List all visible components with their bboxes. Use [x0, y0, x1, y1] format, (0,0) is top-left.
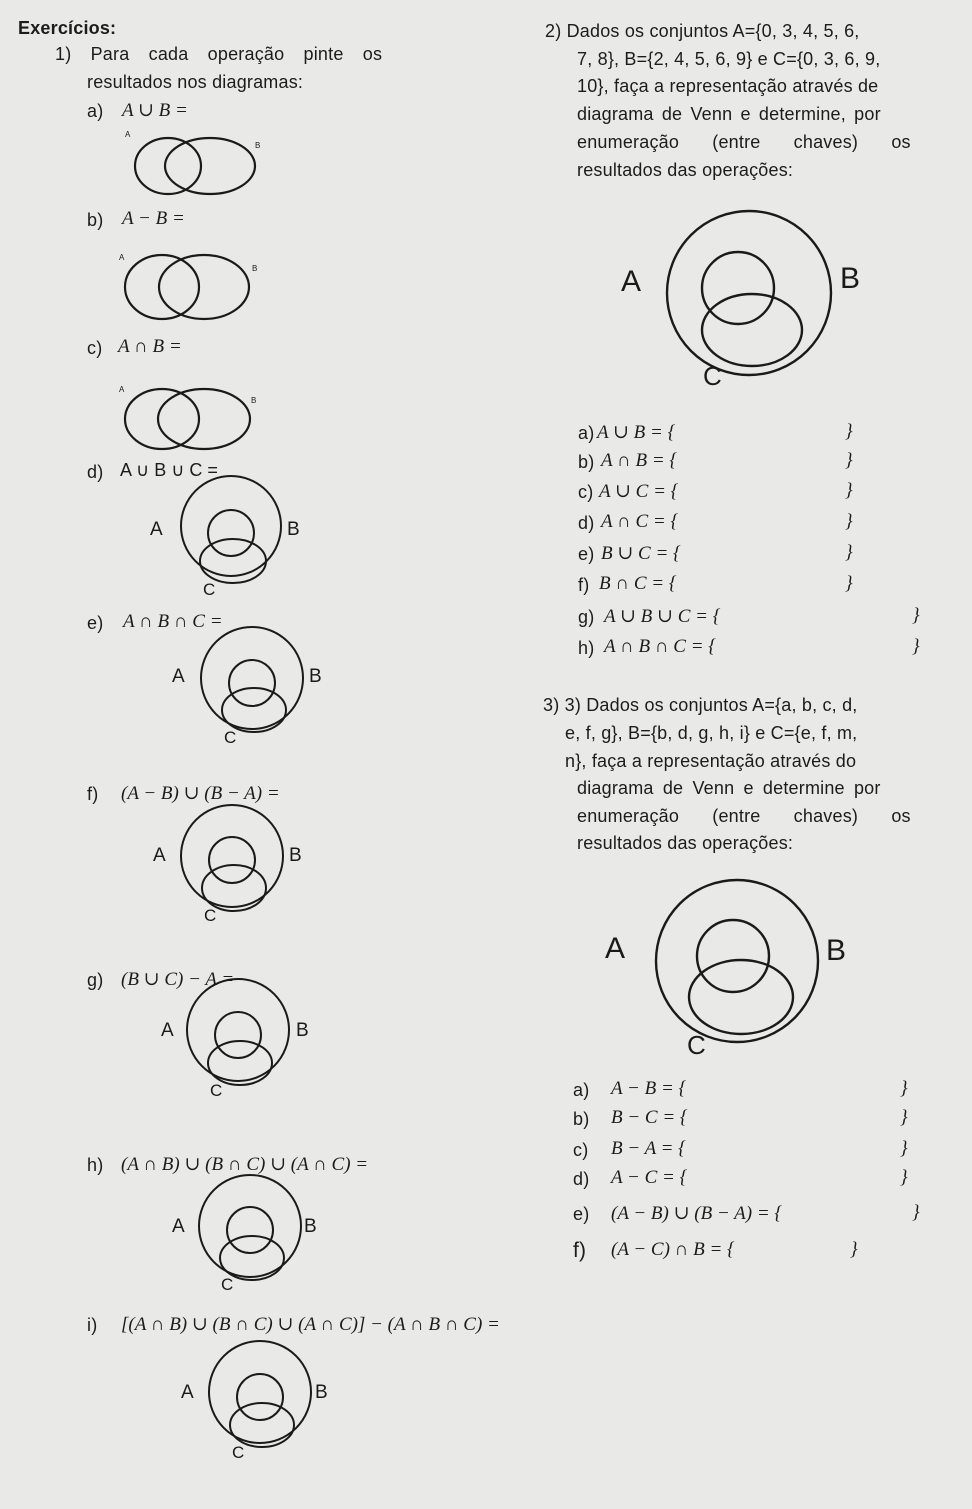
- ex1-f-expr: (A − B) ∪ (B − A) =: [121, 783, 280, 804]
- ex1-a-letter: a): [87, 101, 104, 121]
- venn-diagram-ex1-a[interactable]: [120, 128, 270, 198]
- ex1-e-letter: e): [87, 613, 104, 633]
- set-b-label: B: [309, 666, 322, 687]
- set-b-label: B: [826, 934, 847, 967]
- set-b-label: B: [840, 262, 861, 295]
- set-c-label: C: [221, 1275, 234, 1294]
- set-b-circle[interactable]: [215, 1012, 261, 1058]
- set-b-circle[interactable]: [702, 252, 774, 324]
- ex3-line6: resultados das operações:: [577, 833, 794, 853]
- ex3-d-expr: A − C = {: [611, 1167, 688, 1188]
- set-c-label: C: [687, 1030, 706, 1060]
- ex2-g-expr: A ∪ B ∪ C = {: [604, 606, 721, 627]
- ex3-e-close-brace: }: [912, 1202, 920, 1223]
- set-a-circle[interactable]: [199, 1175, 301, 1277]
- ex2-line6: resultados das operações:: [577, 160, 794, 180]
- set-c-circle[interactable]: [222, 688, 286, 732]
- set-b-label: B: [255, 141, 261, 150]
- page-header: Exercícios:: [18, 18, 117, 38]
- ex2-b-letter: b): [578, 452, 595, 472]
- ex1-d-expr: A ∪ B ∪ C =: [120, 460, 218, 480]
- set-c-circle[interactable]: [208, 1041, 272, 1085]
- ex2-f-close-brace: }: [845, 573, 853, 594]
- set-a-circle[interactable]: [209, 1341, 311, 1443]
- ex3-e-letter: e): [573, 1204, 590, 1224]
- set-b-circle[interactable]: [159, 255, 249, 319]
- ex1-g-expr: (B ∪ C) − A =: [121, 969, 235, 990]
- ex1-e-expr: A ∩ B ∩ C =: [123, 611, 223, 632]
- ex2-f-expr: B ∩ C = {: [599, 573, 677, 594]
- set-a-circle[interactable]: [125, 255, 199, 319]
- ex3-a-close-brace: }: [900, 1078, 908, 1099]
- set-b-circle[interactable]: [229, 660, 275, 706]
- set-b-label: B: [304, 1216, 317, 1237]
- ex2-c-close-brace: }: [845, 480, 853, 501]
- ex3-b-expr: B − C = {: [611, 1107, 688, 1128]
- ex3-line1: 3) 3) Dados os conjuntos A={a, b, c, d,: [543, 695, 858, 715]
- ex1-d-letter: d): [87, 462, 104, 482]
- set-c-circle[interactable]: [202, 865, 266, 911]
- ex1-i-expr: [(A ∩ B) ∪ (B ∩ C) ∪ (A ∩ C)] − (A ∩ B ∩ C) =: [121, 1314, 500, 1335]
- ex2-g-close-brace: }: [912, 605, 920, 626]
- set-b-label: B: [289, 845, 302, 866]
- ex3-f-letter: f): [573, 1239, 587, 1262]
- ex3-line3: n}, faça a representação através do: [565, 751, 857, 771]
- venn-diagram-ex1-e[interactable]: [167, 640, 337, 748]
- set-b-label: B: [252, 264, 258, 273]
- venn-diagram-ex1-g[interactable]: [158, 990, 328, 1100]
- ex3-line5: enumeração (entre chaves) os: [577, 806, 911, 826]
- set-a-circle[interactable]: [201, 627, 303, 729]
- set-a-label: A: [150, 519, 163, 540]
- venn-diagram-ex1-b[interactable]: [114, 250, 264, 325]
- ex1-c-expr: A ∩ B =: [118, 336, 182, 357]
- ex2-line5: enumeração (entre chaves) os: [577, 132, 911, 152]
- ex1-f-letter: f): [87, 784, 99, 804]
- ex1-intro-line1: 1) Para cada operação pinte os: [55, 44, 383, 64]
- ex2-line1: 2) Dados os conjuntos A={0, 3, 4, 5, 6,: [545, 21, 860, 41]
- ex3-c-expr: B − A = {: [611, 1138, 686, 1159]
- venn-diagram-ex1-i[interactable]: [178, 1352, 348, 1464]
- ex2-h-letter: h): [578, 638, 595, 658]
- ex1-h-letter: h): [87, 1155, 104, 1175]
- ex2-line2: 7, 8}, B={2, 4, 5, 6, 9} e C={0, 3, 6, 9,: [577, 49, 881, 69]
- set-a-label: A: [172, 666, 185, 687]
- set-a-label: A: [172, 1216, 185, 1237]
- ex2-b-expr: A ∩ B = {: [601, 450, 678, 471]
- ex3-b-close-brace: }: [900, 1107, 908, 1128]
- set-b-circle[interactable]: [165, 138, 255, 194]
- ex2-g-letter: g): [578, 607, 595, 627]
- set-c-circle[interactable]: [689, 960, 793, 1034]
- set-a-label: A: [181, 1382, 194, 1403]
- ex2-a-expr: A ∪ B = {: [597, 422, 676, 443]
- set-b-label: B: [251, 396, 257, 405]
- ex2-f-letter: f): [578, 575, 590, 595]
- ex3-c-letter: c): [573, 1140, 589, 1160]
- ex3-line4: diagrama de Venn e determine por: [577, 778, 881, 798]
- set-a-label: A: [161, 1020, 174, 1041]
- set-c-label: C: [204, 906, 217, 925]
- set-b-circle[interactable]: [237, 1374, 283, 1420]
- ex3-d-close-brace: }: [900, 1167, 908, 1188]
- set-b-label: B: [287, 519, 300, 540]
- venn-diagram-ex1-h[interactable]: [167, 1180, 337, 1292]
- ex2-e-close-brace: }: [845, 542, 853, 563]
- set-a-circle[interactable]: [181, 805, 283, 907]
- ex2-line4: diagrama de Venn e determine, por: [577, 104, 881, 124]
- ex2-b-close-brace: }: [845, 450, 853, 471]
- set-c-circle[interactable]: [230, 1403, 294, 1447]
- ex2-d-close-brace: }: [845, 511, 853, 532]
- ex1-intro-line2: resultados nos diagramas:: [87, 72, 304, 92]
- ex3-line2: e, f, g}, B={b, d, g, h, i} e C={e, f, m,: [565, 723, 858, 743]
- set-a-label: A: [605, 932, 626, 965]
- ex2-c-letter: c): [578, 482, 594, 502]
- venn-diagram-ex3[interactable]: [598, 886, 868, 1061]
- set-c-label: C: [703, 361, 722, 391]
- ex2-h-close-brace: }: [912, 636, 920, 657]
- venn-diagram-ex1-c[interactable]: [114, 382, 264, 457]
- ex3-a-letter: a): [573, 1080, 590, 1100]
- venn-diagram-ex1-f[interactable]: [148, 814, 318, 926]
- set-c-circle[interactable]: [702, 294, 802, 366]
- set-c-label: C: [232, 1443, 245, 1462]
- ex2-e-letter: e): [578, 544, 595, 564]
- ex1-h-expr: (A ∩ B) ∪ (B ∩ C) ∪ (A ∩ C) =: [121, 1154, 369, 1175]
- set-c-label: C: [203, 580, 216, 599]
- ex3-d-letter: d): [573, 1169, 590, 1189]
- set-a-circle[interactable]: [187, 979, 289, 1081]
- set-a-label: A: [119, 253, 125, 262]
- venn-diagram-ex1-d[interactable]: [145, 488, 315, 599]
- ex2-d-expr: A ∩ C = {: [601, 511, 679, 532]
- set-b-circle[interactable]: [158, 389, 250, 449]
- set-b-circle[interactable]: [227, 1207, 273, 1253]
- ex3-a-expr: A − B = {: [611, 1078, 687, 1099]
- ex1-a-expr: A ∪ B =: [122, 100, 188, 121]
- set-a-label: A: [125, 130, 131, 139]
- set-c-label: C: [210, 1081, 223, 1100]
- venn-diagram-ex2[interactable]: [612, 222, 882, 397]
- ex2-c-expr: A ∪ C = {: [599, 481, 679, 502]
- set-a-circle[interactable]: [125, 389, 199, 449]
- ex2-e-expr: B ∪ C = {: [601, 543, 681, 564]
- ex1-b-letter: b): [87, 210, 104, 230]
- ex1-g-letter: g): [87, 970, 104, 990]
- set-c-label: C: [224, 728, 237, 747]
- set-a-circle[interactable]: [135, 138, 201, 194]
- ex3-f-expr: (A − C) ∩ B = {: [611, 1239, 735, 1260]
- ex2-line3: 10}, faça a representação através de: [577, 76, 879, 96]
- ex3-e-expr: (A − B) ∪ (B − A) = {: [611, 1203, 783, 1224]
- set-b-circle[interactable]: [697, 920, 769, 992]
- ex1-i-letter: i): [87, 1315, 98, 1335]
- ex3-b-letter: b): [573, 1109, 590, 1129]
- set-a-label: A: [153, 845, 166, 866]
- ex3-f-close-brace: }: [850, 1239, 858, 1260]
- set-a-label: A: [621, 265, 642, 298]
- set-b-circle[interactable]: [208, 510, 254, 556]
- ex2-h-expr: A ∩ B ∩ C = {: [604, 636, 716, 657]
- set-b-label: B: [296, 1020, 309, 1041]
- ex2-a-letter: a): [578, 423, 595, 443]
- ex3-c-close-brace: }: [900, 1138, 908, 1159]
- ex2-a-close-brace: }: [845, 421, 853, 442]
- ex1-c-letter: c): [87, 338, 103, 358]
- set-a-label: A: [119, 385, 125, 394]
- set-c-circle[interactable]: [220, 1236, 284, 1280]
- set-b-circle[interactable]: [209, 837, 255, 883]
- set-b-label: B: [315, 1382, 328, 1403]
- ex1-b-expr: A − B =: [122, 208, 185, 229]
- ex2-d-letter: d): [578, 513, 595, 533]
